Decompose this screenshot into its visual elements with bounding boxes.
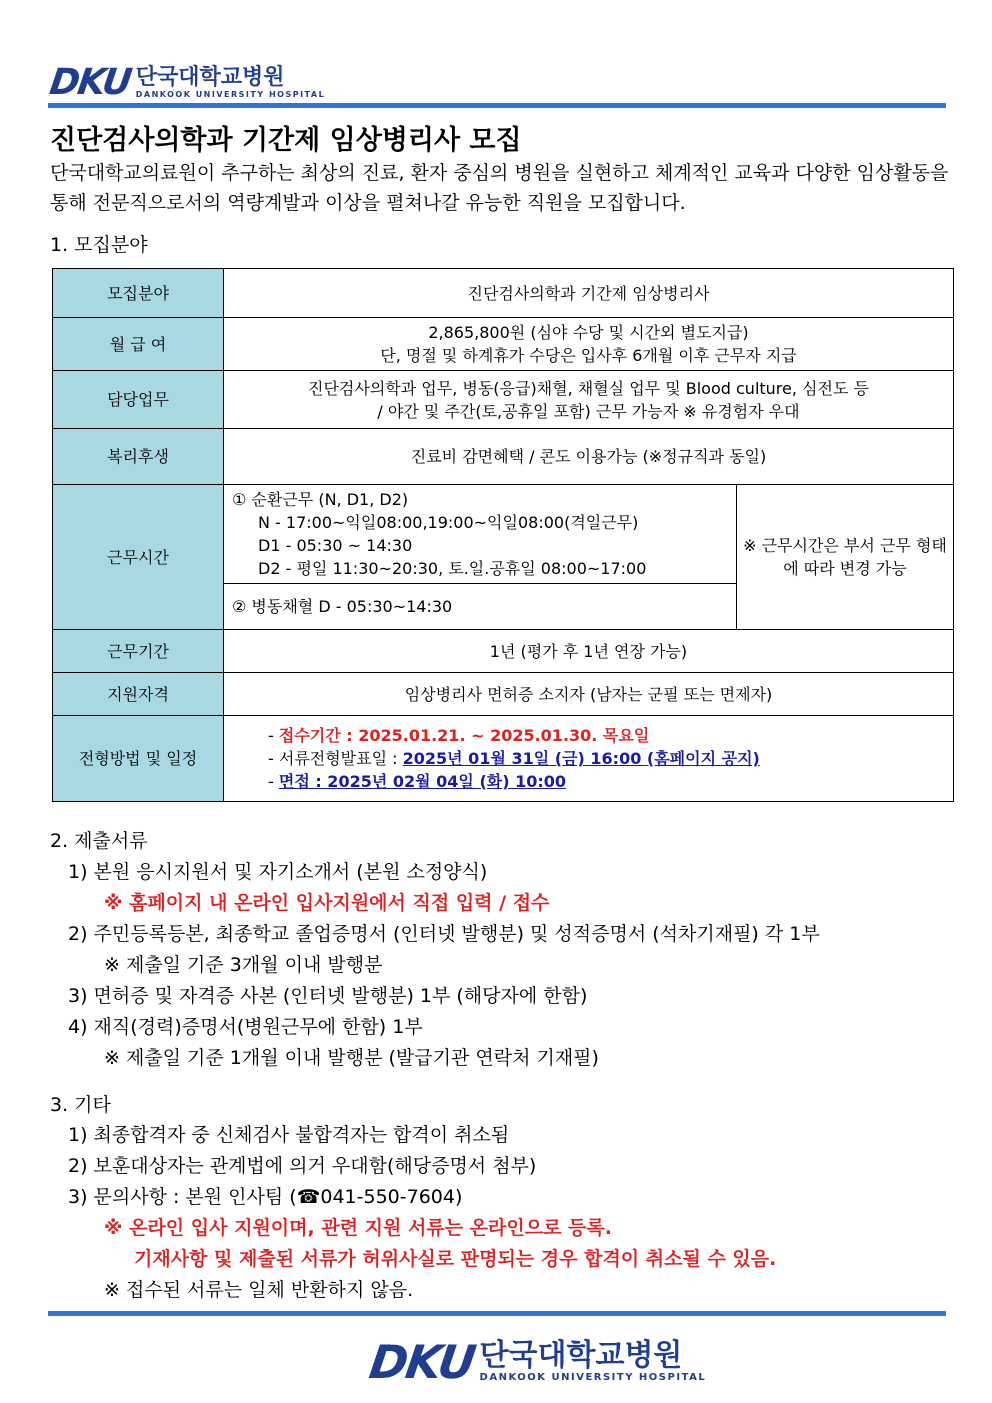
interview-date: 면접 : 2025년 02월 04일 (화) 10:00	[278, 772, 567, 791]
header-logo	[47, 62, 326, 103]
shift-line: ① 순환근무 (N, D1, D2)	[232, 490, 409, 509]
section-heading-documents: 2. 제출서류	[50, 830, 148, 852]
list-item: 3) 문의사항 : 본원 인사팀 (☎041-550-7604)	[68, 1186, 463, 1208]
list-item: 1) 최종합격자 중 신체검사 불합격자는 합격이 취소됨	[68, 1124, 510, 1146]
duty-line-1: 진단검사의학과 업무, 병동(응급)채혈, 채혈실 업무 및 Blood culture, 심전도 등	[308, 378, 869, 398]
row-label: 근무기간	[53, 630, 224, 673]
row-label: 전형방법 및 일정	[53, 716, 224, 802]
section-heading-etc: 3. 기타	[50, 1094, 111, 1116]
table-row	[53, 318, 954, 371]
list-item: 기재사항 및 제출된 서류가 허위사실로 판명되는 경우 합격이 취소될 수 있음.	[134, 1248, 777, 1270]
row-label: 담당업무	[53, 371, 224, 429]
row-label: 모집분야	[53, 269, 224, 318]
schedule-line-3	[268, 770, 947, 793]
field-value: 진단검사의학과 기간제 임상병리사	[224, 269, 954, 318]
salary-line-2: 단, 명절 및 하계휴가 수당은 입사후 6개월 이후 근무자 지급	[380, 346, 797, 365]
hours-note: ※ 근무시간은 부서 근무 형태에 따라 변경 가능	[737, 485, 954, 630]
etc-list	[50, 1120, 776, 1306]
list-item: ※ 온라인 입사 지원이며, 관련 지원 서류는 온라인으로 등록.	[104, 1217, 612, 1239]
welfare-value: 진료비 감면혜택 / 콘도 이용가능 (※정규직과 동일)	[224, 429, 954, 485]
shift-line: N - 17:00~익일08:00,19:00~익일08:00(격일근무)	[258, 513, 639, 532]
table-row	[53, 371, 954, 429]
logo-name-en: DANKOOK UNIVERSITY HOSPITAL	[479, 1372, 707, 1383]
dku-logo-mark: DKU	[47, 62, 133, 103]
footer-divider	[48, 1311, 946, 1316]
row-label: 복리후생	[53, 429, 224, 485]
logo-name-ko: 단국대학교병원	[135, 64, 285, 90]
list-item: ※ 접수된 서류는 일체 반환하지 않음.	[104, 1279, 414, 1301]
row-label: 월 급 여	[53, 318, 224, 371]
shift-ward-blood: ② 병동채혈 D - 05:30~14:30	[224, 584, 737, 630]
schedule-line-2	[268, 747, 947, 770]
table-row	[53, 429, 954, 485]
list-item: ※ 제출일 기준 3개월 이내 발행분	[104, 954, 383, 976]
list-item: 4) 재직(경력)증명서(병원근무에 한함) 1부	[68, 1016, 423, 1038]
bullet-dash: -	[268, 726, 279, 745]
documents-list	[50, 857, 820, 1074]
page-title: 진단검사의학과 기간제 임상병리사 모집	[50, 125, 522, 156]
bullet-dash: -	[268, 772, 279, 791]
table-row	[53, 716, 954, 802]
table-row	[53, 673, 954, 716]
list-item: 2) 주민등록등본, 최종학교 졸업증명서 (인터넷 발행분) 및 성적증명서 (석차기재필) 각 1부	[68, 923, 820, 945]
shift-rotation	[224, 485, 737, 584]
salary-line-1: 2,865,800원 (심야 수당 및 시간외 별도지급)	[428, 323, 749, 342]
list-item: ※ 제출일 기준 1개월 이내 발행분 (발급기관 연락처 기재필)	[104, 1047, 599, 1069]
header-divider	[48, 103, 946, 108]
document-announcement-date: 2025년 01월 31일 (금) 16:00 (홈페이지 공지)	[402, 749, 760, 768]
shift-line: D1 - 05:30 ~ 14:30	[258, 536, 413, 555]
application-period: 접수기간 : 2025.01.21. ~ 2025.01.30. 목요일	[278, 726, 650, 745]
logo-name-ko: 단국대학교병원	[479, 1338, 683, 1373]
recruitment-table	[52, 268, 954, 802]
table-row	[53, 269, 954, 318]
duty-value	[224, 371, 954, 429]
schedule-line-1	[268, 724, 947, 747]
duty-line-2: / 야간 및 주간(토,공휴일 포함) 근무 가능자 ※ 유경험자 우대	[377, 401, 800, 421]
table-row	[53, 485, 954, 584]
list-item: 2) 보훈대상자는 관계법에 의거 우대함(해당증명서 첨부)	[68, 1155, 537, 1177]
list-item: 1) 본원 응시지원서 및 자기소개서 (본원 소정양식)	[68, 861, 488, 883]
list-item: 3) 면허증 및 자격증 사본 (인터넷 발행분) 1부 (해당자에 한함)	[68, 985, 588, 1007]
row-label: 근무시간	[53, 485, 224, 630]
schedule-value	[224, 716, 954, 802]
logo-name-en: DANKOOK UNIVERSITY HOSPITAL	[135, 89, 326, 99]
period-value: 1년 (평가 후 1년 연장 가능)	[224, 630, 954, 673]
document-announcement-label: - 서류전형발표일 :	[268, 749, 403, 768]
intro-paragraph: 단국대학교의료원이 추구하는 최상의 진료, 환자 중심의 병원을 실현하고 체계적인 교육과 다양한 임상활동을 통해 전문직으로서의 역량계발과 이상을 펼쳐나갈 유능한 직원을 모집합니다.	[50, 162, 949, 214]
table-row	[53, 630, 954, 673]
list-item: ※ 홈페이지 내 온라인 입사지원에서 직접 입력 / 접수	[104, 892, 550, 914]
qualification-value: 임상병리사 면허증 소지자 (남자는 군필 또는 면제자)	[224, 673, 954, 716]
salary-value	[224, 318, 954, 371]
row-label: 지원자격	[53, 673, 224, 716]
section-heading-recruit-field: 1. 모집분야	[50, 234, 148, 256]
footer-logo	[366, 1335, 707, 1389]
shift-line: D2 - 평일 11:30~20:30, 토.일.공휴일 08:00~17:00	[258, 559, 647, 578]
dku-logo-mark: DKU	[366, 1335, 478, 1389]
